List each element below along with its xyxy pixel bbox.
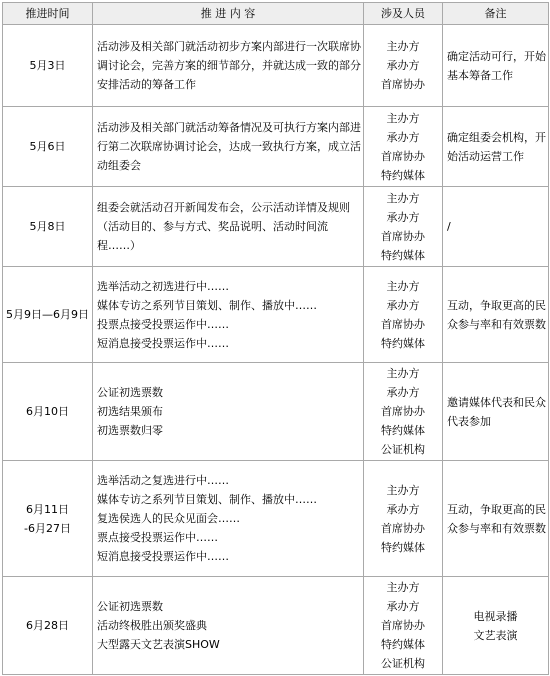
schedule-table [2, 2, 549, 675]
person: 特约媒体 [381, 336, 425, 350]
note-text: 确定活动可行，开始基本筹备工作 [447, 49, 546, 82]
person: 主办方 [386, 279, 420, 293]
person: 主办方 [386, 111, 420, 125]
note-text: 确定组委会机构，开始活动运营工作 [447, 130, 546, 163]
progress-line: 初选票数归零 [97, 424, 163, 437]
table-row [3, 187, 549, 267]
person: 主办方 [386, 191, 420, 205]
table-header-row [3, 3, 549, 25]
note-text: / [447, 220, 451, 233]
person: 主办方 [386, 483, 420, 497]
note-line: 电视录播 [473, 609, 518, 623]
person: 公证机构 [381, 443, 425, 456]
person: 承办方 [386, 59, 420, 72]
header-date: 推进时间 [3, 3, 93, 25]
person: 承办方 [386, 600, 420, 613]
person: 特约媒体 [381, 248, 425, 262]
person: 主办方 [386, 581, 420, 594]
row-date: 5月8日 [3, 187, 93, 267]
person: 首席协办 [381, 317, 425, 331]
progress-line: 活动终极胜出颁奖盛典 [97, 619, 207, 632]
person: 承办方 [386, 386, 420, 399]
row-date [3, 461, 93, 577]
row-date: 6月28日 [3, 577, 93, 675]
row-date: 5月3日 [3, 25, 93, 107]
person: 承办方 [386, 210, 420, 224]
table-row [3, 461, 549, 577]
person: 特约媒体 [381, 638, 425, 651]
progress-text: 活动涉及相关部门就活动初步方案内部进行一次联席协调讨论会，完善方案的细节部分，并就达成一致的部分安排活动的筹备工作 [97, 40, 361, 91]
progress-line: 初选结果颁布 [97, 405, 163, 418]
table-row [3, 577, 549, 675]
person: 首席协办 [381, 229, 425, 243]
progress-text: 活动涉及相关部门就活动筹备情况及可执行方案内部进行第二次联席协调讨论会，达成一致执行方案，成立活动组委会 [97, 121, 361, 172]
row-people [364, 25, 443, 107]
row-note [443, 461, 549, 577]
row-note [443, 25, 549, 107]
row-note [443, 577, 549, 675]
row-people [364, 363, 443, 461]
row-date: 5月9日—6月9日 [3, 267, 93, 363]
header-people: 涉及人员 [364, 3, 443, 25]
progress-line: 公证初选票数 [97, 600, 163, 613]
person: 首席协办 [381, 405, 425, 418]
row-note [443, 107, 549, 187]
table-row [3, 25, 549, 107]
row-note [443, 363, 549, 461]
row-progress [93, 107, 364, 187]
row-note [443, 267, 549, 363]
person: 主办方 [386, 40, 420, 53]
person: 主办方 [386, 367, 420, 380]
progress-line: 投票点接受投票运作中…… [97, 317, 229, 331]
row-progress [93, 363, 364, 461]
note-text: 邀请媒体代表和民众代表参加 [447, 395, 546, 428]
progress-line: 大型露天文艺表演SHOW [97, 638, 220, 651]
person: 特约媒体 [381, 540, 425, 554]
progress-line: 短消息接受投票运作中…… [97, 550, 229, 563]
progress-line: 媒体专访之系列节目策划、制作、播放中…… [97, 493, 317, 506]
person: 承办方 [386, 298, 420, 312]
table-row [3, 267, 549, 363]
row-people [364, 107, 443, 187]
note-text: 互动，争取更高的民众参与率和有效票数 [447, 298, 546, 331]
note-text: 互动，争取更高的民众参与率和有效票数 [447, 502, 546, 535]
date-line: -6月27日 [24, 521, 71, 535]
progress-line: 媒体专访之系列节目策划、制作、播放中…… [97, 298, 317, 312]
row-date: 6月10日 [3, 363, 93, 461]
row-people [364, 267, 443, 363]
row-people [364, 577, 443, 675]
row-progress [93, 267, 364, 363]
row-progress [93, 577, 364, 675]
person: 首席协办 [381, 78, 425, 91]
note-line: 文艺表演 [473, 628, 518, 642]
row-progress [93, 187, 364, 267]
person: 公证机构 [381, 657, 425, 670]
table-row [3, 107, 549, 187]
row-date: 5月6日 [3, 107, 93, 187]
person: 首席协办 [381, 149, 425, 163]
progress-line: 复选侯选人的民众见面会…… [97, 512, 240, 525]
header-note: 备注 [443, 3, 549, 25]
person: 首席协办 [381, 619, 425, 632]
row-people [364, 461, 443, 577]
person: 承办方 [386, 130, 420, 144]
person: 特约媒体 [381, 424, 425, 437]
row-people [364, 187, 443, 267]
progress-line: 选举活动之复选进行中…… [97, 474, 229, 487]
date-line: 6月11日 [26, 502, 69, 516]
progress-line: 公证初选票数 [97, 386, 163, 399]
row-progress [93, 25, 364, 107]
row-note [443, 187, 549, 267]
table-row [3, 363, 549, 461]
progress-text: 组委会就活动召开新闻发布会，公示活动详情及规则（活动目的、参与方式、奖品说明、活动时间流程……） [97, 201, 350, 252]
person: 承办方 [386, 502, 420, 516]
person: 首席协办 [381, 521, 425, 535]
progress-line: 选举活动之初选进行中…… [97, 279, 229, 293]
header-progress: 推 进 内 容 [93, 3, 364, 25]
progress-line: 短消息接受投票运作中…… [97, 336, 229, 350]
row-progress [93, 461, 364, 577]
person: 特约媒体 [381, 168, 425, 182]
progress-line: 票点接受投票运作中…… [97, 531, 218, 544]
